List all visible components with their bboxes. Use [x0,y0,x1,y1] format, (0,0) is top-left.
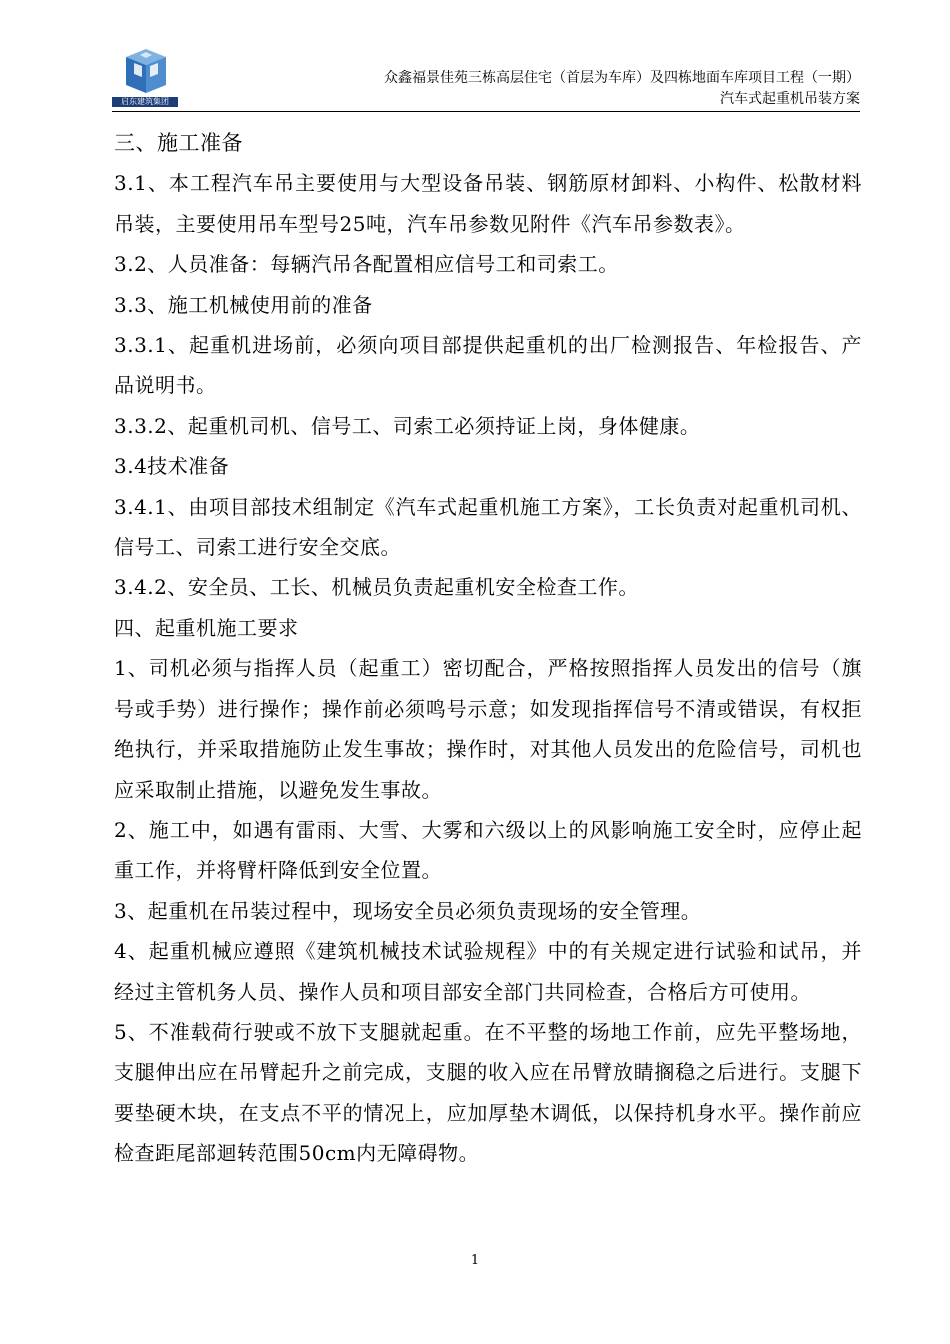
project-title: 众鑫福景佳苑三栋高层住宅（首层为车库）及四栋地面车库项目工程（一期） [384,70,860,86]
paragraph: 3.3、施工机械使用前的准备 [114,292,373,317]
logo-cube-icon [112,47,178,97]
section-heading: 四、起重机施工要求 [114,615,299,640]
paragraph: 3、起重机在吊装过程中，现场安全员必须负责现场的安全管理。 [114,898,702,923]
page-number: 1 [470,1253,480,1268]
paragraph: 3.4.2、安全员、工长、机械员负责起重机安全检查工作。 [114,575,639,600]
document-body [114,123,862,1174]
paragraph: 3.4技术准备 [114,454,230,479]
paragraph: 3.1、本工程汽车吊主要使用与大型设备吊装、钢筋原材卸料、小构件、松散材料吊装，主要使用吊车型号25吨，汽车吊参数见附件《汽车吊参数表》。 [114,171,862,236]
header-divider [112,111,860,112]
paragraph: 1、司机必须与指挥人员（起重工）密切配合，严格按照指挥人员发出的信号（旗号或手势）进行操作；操作前必须鸣号示意；如发现指挥信号不清或错误，有权拒绝执行，并采取措施防止发生事故；操作时，对其他人员发出的危险信号，司机也应采取制止措施，以避免发生事故。 [114,656,862,802]
logo-text: 启东建筑集团 [112,97,178,107]
paragraph: 4、起重机械应遵照《建筑机械技术试验规程》中的有关规定进行试验和试吊，并经过主管机务人员、操作人员和项目部安全部门共同检查，合格后方可使用。 [114,939,862,1004]
paragraph: 2、施工中，如遇有雷雨、大雪、大雾和六级以上的风影响施工安全时，应停止起重工作，并将臂杆降低到安全位置。 [114,817,862,883]
paragraph: 3.3.2、起重机司机、信号工、司索工必须持证上岗，身体健康。 [114,413,701,438]
paragraph: 5、不准载荷行驶或不放下支腿就起重。在不平整的场地工作前，应先平整场地，支腿伸出应在吊臂起升之前完成，支腿的收入应在吊臂放睛搁稳之后进行。支腿下要垫硬木块，在支点不平的情况上，应加厚垫木调低，以保持机身水平。操作前应检查距尾部迴转范围50cm内无障碍物。 [114,1019,862,1166]
paragraph: 3.2、人员准备：每辆汽吊各配置相应信号工和司索工。 [114,252,619,277]
paragraph: 3.3.1、起重机进场前，必须向项目部提供起重机的出厂检测报告、年检报告、产品说明书。 [114,333,862,398]
paragraph: 3.4.1、由项目部技术组制定《汽车式起重机施工方案》，工长负责对起重机司机、信号工、司索工进行安全交底。 [114,494,862,560]
page-header [0,0,950,110]
document-title: 汽车式起重机吊装方案 [720,91,860,107]
company-logo [112,47,178,109]
section-heading: 三、施工准备 [114,131,243,155]
